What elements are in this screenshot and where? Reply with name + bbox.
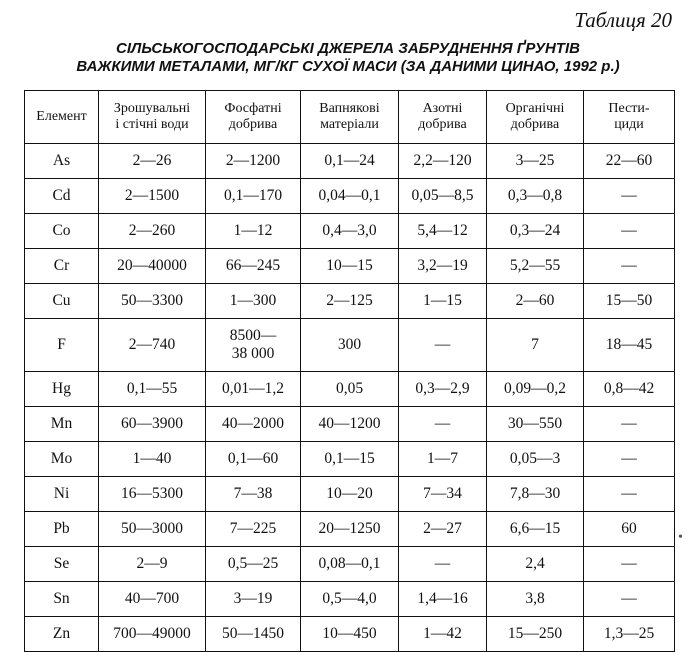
value-cell: 0,1—15 [301,442,399,477]
column-header-line: добрива [510,117,560,132]
value-cell: 2—26 [99,144,206,179]
title-line-2: ВАЖКИМИ МЕТАЛАМИ, МГ/КГ СУХОЇ МАСИ (ЗА ДАНИМИ ЦИНАО, 1992 р.) [76,58,620,75]
value-cell: 7—38 [206,477,301,512]
column-header [399,91,487,144]
value-cell: — [399,407,487,442]
value-cell: 0,01—1,2 [206,372,301,407]
table-row [25,372,675,407]
value-cell: 1—42 [399,617,487,652]
element-cell: Cr [25,249,99,284]
value-cell: 0,3—0,8 [487,179,584,214]
value-cell: 0,5—25 [206,547,301,582]
value-cell: 0,1—55 [99,372,206,407]
value-cell: 7,8—30 [487,477,584,512]
value-cell: 0,4—3,0 [301,214,399,249]
value-cell: 18—45 [584,319,675,372]
table-row [25,582,675,617]
column-header-line: Азотні [422,101,463,116]
column-header-line: і стічні води [115,117,189,132]
value-cell: 0,3—2,9 [399,372,487,407]
value-cell: 20—1250 [301,512,399,547]
value-cell: 6,6—15 [487,512,584,547]
value-cell: — [584,442,675,477]
column-header [584,91,675,144]
table-row [25,179,675,214]
element-cell: Sn [25,582,99,617]
value-cell: 5,2—55 [487,249,584,284]
table-row [25,407,675,442]
value-cell: 8500— 38 000 [206,319,301,372]
element-cell: F [25,319,99,372]
element-cell: Zn [25,617,99,652]
table-row [25,477,675,512]
value-cell: 10—20 [301,477,399,512]
column-header-line: Елемент [36,109,87,124]
table-row [25,512,675,547]
value-cell: 1,3—25 [584,617,675,652]
value-cell: 40—700 [99,582,206,617]
value-cell: 10—15 [301,249,399,284]
value-cell: 0,05—8,5 [399,179,487,214]
value-cell: 2—125 [301,284,399,319]
value-cell: — [584,547,675,582]
column-header-line: добрива [228,117,278,132]
table-body [25,144,675,652]
value-cell: 3—25 [487,144,584,179]
value-cell: — [584,179,675,214]
value-cell: 50—3000 [99,512,206,547]
value-cell: — [584,477,675,512]
element-cell: As [25,144,99,179]
element-cell: Cd [25,179,99,214]
value-cell: 16—5300 [99,477,206,512]
value-cell: — [584,582,675,617]
element-cell: Ni [25,477,99,512]
table-row [25,214,675,249]
table-row [25,249,675,284]
value-cell: 7—225 [206,512,301,547]
value-cell: 7—34 [399,477,487,512]
column-header-line: циди [614,117,644,132]
column-header-line: добрива [418,117,467,132]
value-cell: 15—250 [487,617,584,652]
element-cell: Cu [25,284,99,319]
margin-mark: • [678,530,683,545]
value-cell: 1—7 [399,442,487,477]
value-cell: 50—1450 [206,617,301,652]
value-cell: 50—3300 [99,284,206,319]
value-cell: 700—49000 [99,617,206,652]
element-cell: Mo [25,442,99,477]
value-cell: — [399,547,487,582]
header-row [25,91,675,144]
table-row [25,284,675,319]
value-cell: 300 [301,319,399,372]
column-header-line: Органічні [505,101,565,116]
table-row [25,617,675,652]
value-cell: 2—740 [99,319,206,372]
column-header-line: Зрошувальні [113,101,191,116]
table-label: Таблиця 20 [574,8,672,32]
table-row [25,319,675,372]
table-row [25,442,675,477]
title-line-1: СІЛЬСЬКОГОСПОДАРСЬКІ ДЖЕРЕЛА ЗАБРУДНЕННЯ ҐРУНТІВ [116,40,580,57]
column-header [206,91,301,144]
value-cell: 5,4—12 [399,214,487,249]
value-cell: 40—1200 [301,407,399,442]
value-cell: 10—450 [301,617,399,652]
value-cell: 2—1200 [206,144,301,179]
value-cell: 0,3—24 [487,214,584,249]
value-cell: 0,1—170 [206,179,301,214]
value-cell: 20—40000 [99,249,206,284]
value-cell: 30—550 [487,407,584,442]
value-cell: 0,1—24 [301,144,399,179]
element-cell: Hg [25,372,99,407]
value-cell: 0,05 [301,372,399,407]
value-cell: 1—300 [206,284,301,319]
table-row [25,547,675,582]
value-cell: 0,5—4,0 [301,582,399,617]
value-cell: 0,1—60 [206,442,301,477]
value-cell: — [584,214,675,249]
value-cell: 1,4—16 [399,582,487,617]
value-cell: 2—60 [487,284,584,319]
element-cell: Pb [25,512,99,547]
element-cell: Co [25,214,99,249]
value-cell: 3,2—19 [399,249,487,284]
table-row [25,144,675,179]
value-cell: 3,8 [487,582,584,617]
value-cell: 22—60 [584,144,675,179]
column-header [99,91,206,144]
value-cell: 2,4 [487,547,584,582]
column-header-line: матеріали [320,117,379,132]
value-cell: 7 [487,319,584,372]
column-header-line: Фосфатні [224,101,282,116]
column-header-line: Вапнякові [319,101,380,116]
value-cell: 2,2—120 [399,144,487,179]
value-cell: — [399,319,487,372]
value-cell: 2—9 [99,547,206,582]
element-cell: Mn [25,407,99,442]
value-cell: 1—12 [206,214,301,249]
value-cell: 2—260 [99,214,206,249]
value-cell: — [584,407,675,442]
value-cell: 0,09—0,2 [487,372,584,407]
value-cell: 3—19 [206,582,301,617]
value-cell: 0,08—0,1 [301,547,399,582]
column-header [25,91,99,144]
value-cell: 0,8—42 [584,372,675,407]
value-cell: 2—1500 [99,179,206,214]
column-header [487,91,584,144]
value-cell: 2—27 [399,512,487,547]
value-cell: 1—40 [99,442,206,477]
value-cell: 15—50 [584,284,675,319]
value-cell: 1—15 [399,284,487,319]
value-cell: 66—245 [206,249,301,284]
table-title [0,40,696,76]
value-cell: 40—2000 [206,407,301,442]
value-cell: 0,04—0,1 [301,179,399,214]
value-cell: 60 [584,512,675,547]
element-cell: Se [25,547,99,582]
value-cell: 60—3900 [99,407,206,442]
column-header-line: Пести- [608,101,650,116]
heavy-metals-table [24,90,675,652]
value-cell: 0,05—3 [487,442,584,477]
column-header [301,91,399,144]
value-cell: — [584,249,675,284]
